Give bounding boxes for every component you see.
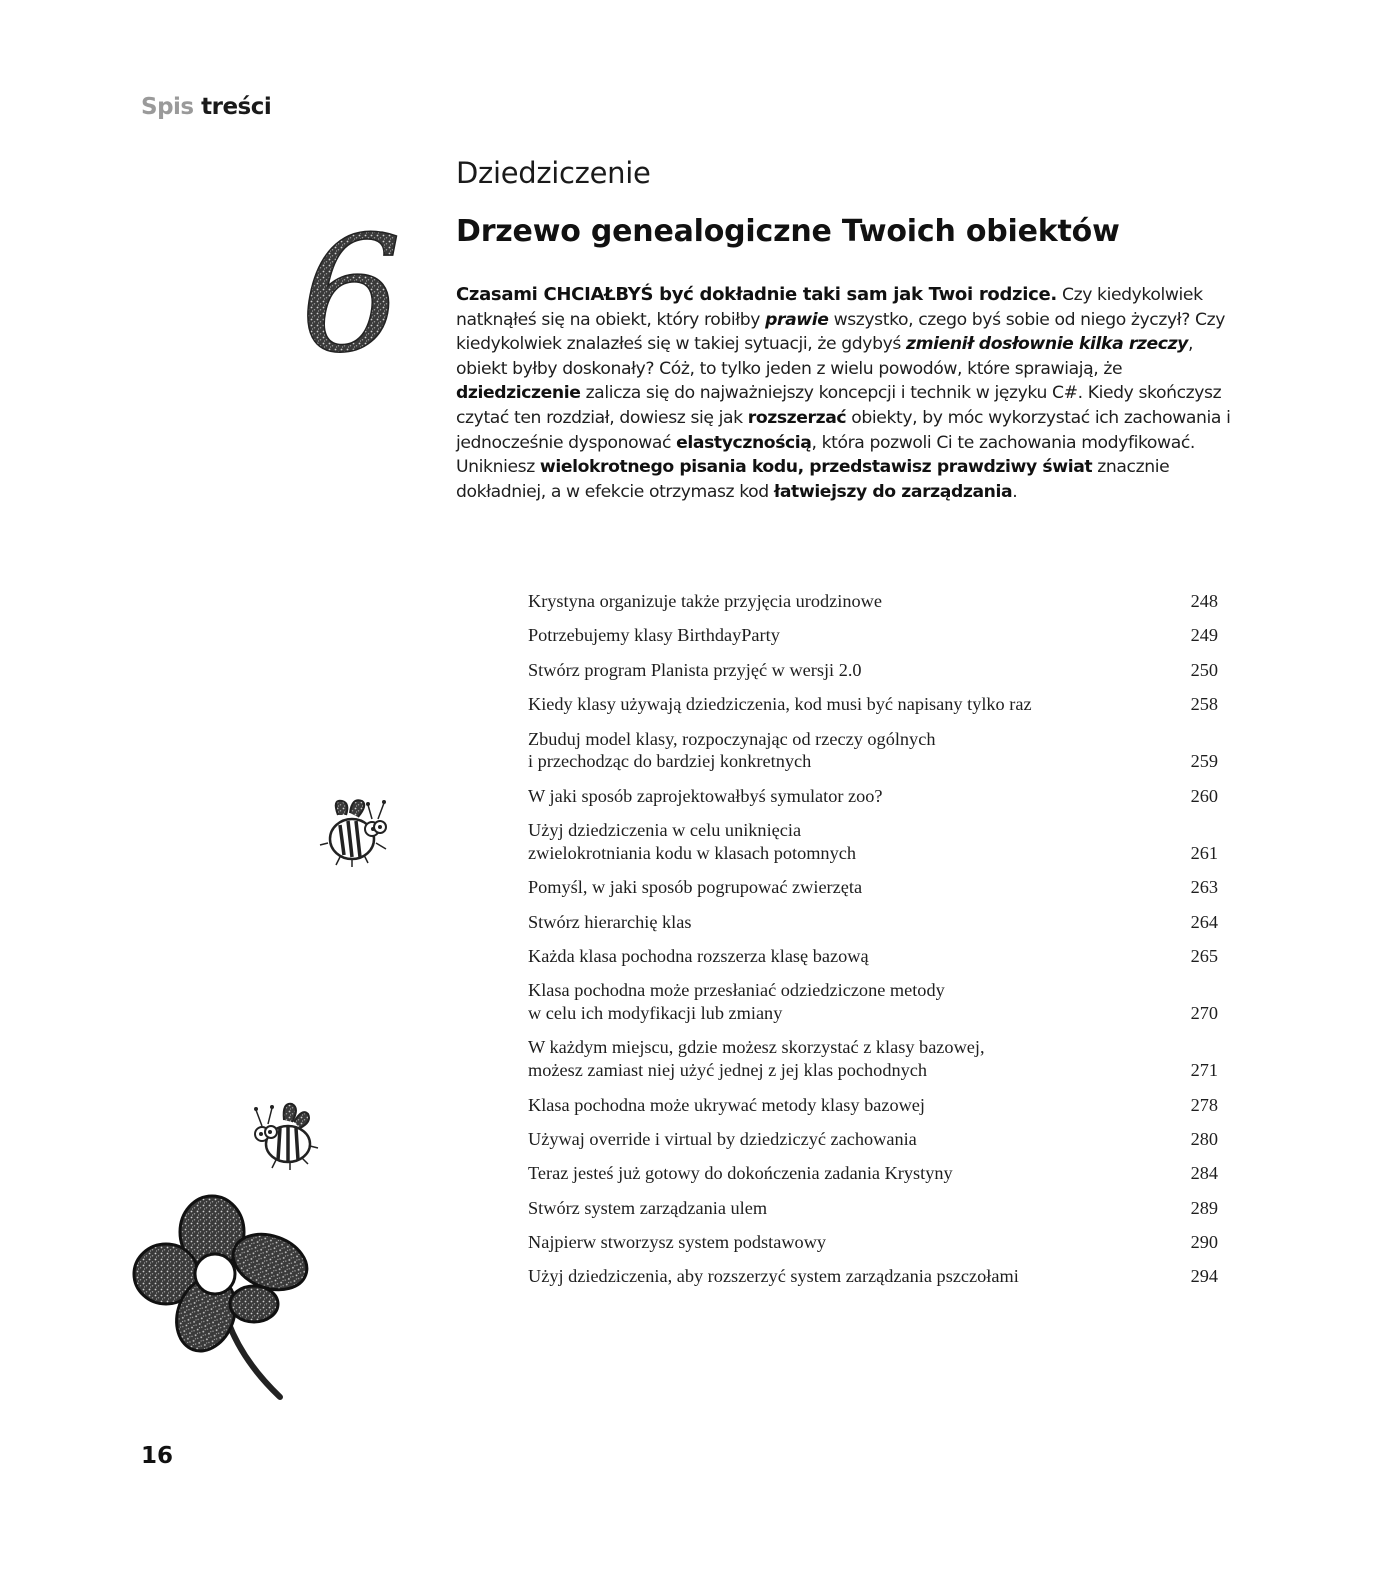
toc-entry-page: 248	[1190, 591, 1218, 611]
toc-entry-title: W każdym miejscu, gdzie możesz skorzystać z klasy bazowej, możesz zamiast niej użyć jednej z jej klas pochodnych	[528, 1037, 985, 1081]
toc-entry[interactable]	[528, 693, 1218, 716]
toc-entry-title: Klasa pochodna może przesłaniać odziedziczone metody w celu ich modyfikacji lub zmiany	[528, 980, 945, 1024]
chapter-title: Drzewo genealogiczne Twoich obiektów	[456, 214, 1120, 249]
toc-entry[interactable]	[528, 785, 1218, 808]
toc-entry-title: Zbuduj model klasy, rozpoczynając od rzeczy ogólnych i przechodząc do bardziej konkretnych	[528, 728, 936, 772]
toc-entry-title: Najpierw stworzysz system podstawowy	[528, 1232, 827, 1253]
toc-entry[interactable]	[528, 728, 1218, 773]
intro-text: znacznie dokładniej, a w efekcie otrzymasz kod	[456, 457, 1170, 502]
toc-entry[interactable]	[528, 979, 1218, 1024]
toc-entry[interactable]	[528, 1094, 1218, 1117]
toc-entry-title: Użyj dziedziczenia, aby rozszerzyć system zarządzania pszczołami	[528, 1266, 1019, 1287]
toc-entry[interactable]	[528, 1162, 1218, 1185]
toc-entry-page: 284	[1190, 1163, 1218, 1184]
intro-bold: wielokrotnego pisania kodu, przedstawisz prawdziwy świat	[539, 457, 1093, 478]
toc-entry-page: 260	[1190, 785, 1218, 806]
toc-entry-page: 250	[1190, 659, 1218, 680]
page-number: 16	[141, 1443, 174, 1469]
toc-entry-page: 249	[1190, 625, 1218, 646]
chapter-number	[298, 222, 398, 362]
intro-text: , obiekt byłby doskonały? Cóż, to tylko jeden z wielu powodów, które sprawiają, że	[456, 334, 1194, 379]
chapter-number-glyph: 6	[300, 222, 398, 362]
toc-entry[interactable]	[528, 590, 1218, 613]
toc-entry[interactable]	[528, 1036, 1218, 1081]
toc-entry[interactable]	[528, 876, 1218, 899]
flower-icon	[130, 1192, 315, 1402]
toc-entry-page: 264	[1190, 911, 1218, 932]
intro-lead: Czasami CHCIAŁBYŚ być dokładnie taki sam jak Twoi rodzice.	[456, 284, 1057, 305]
toc-entry[interactable]	[528, 1128, 1218, 1151]
intro-text: .	[1012, 481, 1018, 502]
toc-entry-page: 280	[1190, 1128, 1218, 1149]
intro-text: , która pozwoli Ci te zachowania modyfikować. Unikniesz	[456, 432, 1195, 478]
running-head-title: treści	[201, 94, 272, 120]
toc-entry-title: Stwórz system zarządzania ulem	[528, 1197, 768, 1218]
toc-entry-page: 278	[1190, 1094, 1218, 1115]
toc-entry-title: Klasa pochodna może ukrywać metody klasy bazowej	[528, 1094, 925, 1115]
bee-icon	[318, 795, 393, 870]
toc-entry-title: Stwórz program Planista przyjęć w wersji 2.0	[528, 659, 862, 680]
toc-entry[interactable]	[528, 624, 1218, 647]
running-head	[141, 94, 271, 120]
toc-entry-page: 290	[1190, 1232, 1218, 1253]
chapter-intro	[456, 283, 1246, 504]
toc-entry-page: 289	[1190, 1197, 1218, 1218]
intro-emphasis: zmienił dosłownie kilka rzeczy	[905, 334, 1188, 355]
intro-text: zalicza się do najważniejszy koncepcji i technik w języku C#. Kiedy skończysz czytać ten rozdział, dowiesz się jak	[456, 383, 1222, 428]
toc-entry-page: 270	[1190, 1003, 1218, 1024]
chapter-label: Dziedziczenie	[456, 156, 651, 190]
toc-entry-title: Każda klasa pochodna rozszerza klasę bazową	[528, 945, 869, 966]
toc-entry-page: 271	[1190, 1060, 1218, 1081]
toc-entry-title: Stwórz hierarchię klas	[528, 911, 692, 932]
toc-entry[interactable]	[528, 1197, 1218, 1220]
toc-entry[interactable]	[528, 1231, 1218, 1254]
toc-entry-page: 258	[1190, 694, 1218, 715]
toc-entry-title: Teraz jesteś już gotowy do dokończenia zadania Krystyny	[528, 1163, 953, 1184]
toc-entry[interactable]	[528, 659, 1218, 682]
table-of-contents	[528, 590, 1218, 1300]
toc-entry-title: Używaj override i virtual by dziedziczyć zachowania	[528, 1128, 917, 1149]
running-head-section: Spis	[141, 94, 194, 120]
toc-entry-title: Krystyna organizuje także przyjęcia urodzinowe	[528, 591, 882, 611]
toc-entry-page: 259	[1190, 751, 1218, 772]
intro-bold: łatwiejszy do zarządzania	[773, 481, 1013, 502]
intro-text: obiekty, by móc wykorzystać ich zachowania i jednocześnie dysponować	[456, 407, 1231, 453]
intro-text: Czy kiedykolwiek natknąłeś się na obiekt, który robiłby	[456, 285, 1203, 330]
toc-entry[interactable]	[528, 945, 1218, 968]
toc-entry-title: W jaki sposób zaprojektowałbyś symulator zoo?	[528, 785, 883, 806]
bee-icon	[246, 1098, 321, 1173]
intro-emphasis: prawie	[765, 309, 829, 330]
toc-entry-page: 261	[1190, 842, 1218, 863]
toc-entry-page: 265	[1190, 945, 1218, 966]
toc-entry-title: Użyj dziedziczenia w celu uniknięcia zwielokrotniania kodu w klasach potomnych	[528, 820, 856, 863]
toc-entry-page: 263	[1190, 877, 1218, 898]
toc-entry[interactable]	[528, 1265, 1218, 1288]
intro-text: wszystko, czego byś sobie od niego życzył? Czy kiedykolwiek znalazłeś się w takiej sytuacji, że gdybyś	[456, 309, 1226, 355]
toc-entry-title: Potrzebujemy klasy BirthdayParty	[528, 625, 780, 646]
toc-entry-title: Pomyśl, w jaki sposób pogrupować zwierzęta	[528, 877, 863, 898]
toc-entry-page: 294	[1190, 1266, 1218, 1287]
toc-entry-title: Kiedy klasy używają dziedziczenia, kod musi być napisany tylko raz	[528, 694, 1032, 715]
intro-bold: dziedziczenie	[456, 383, 581, 404]
toc-entry[interactable]	[528, 819, 1218, 864]
intro-bold: rozszerzać	[747, 407, 847, 428]
intro-bold: elastycznością	[676, 432, 812, 453]
toc-entry[interactable]	[528, 911, 1218, 934]
